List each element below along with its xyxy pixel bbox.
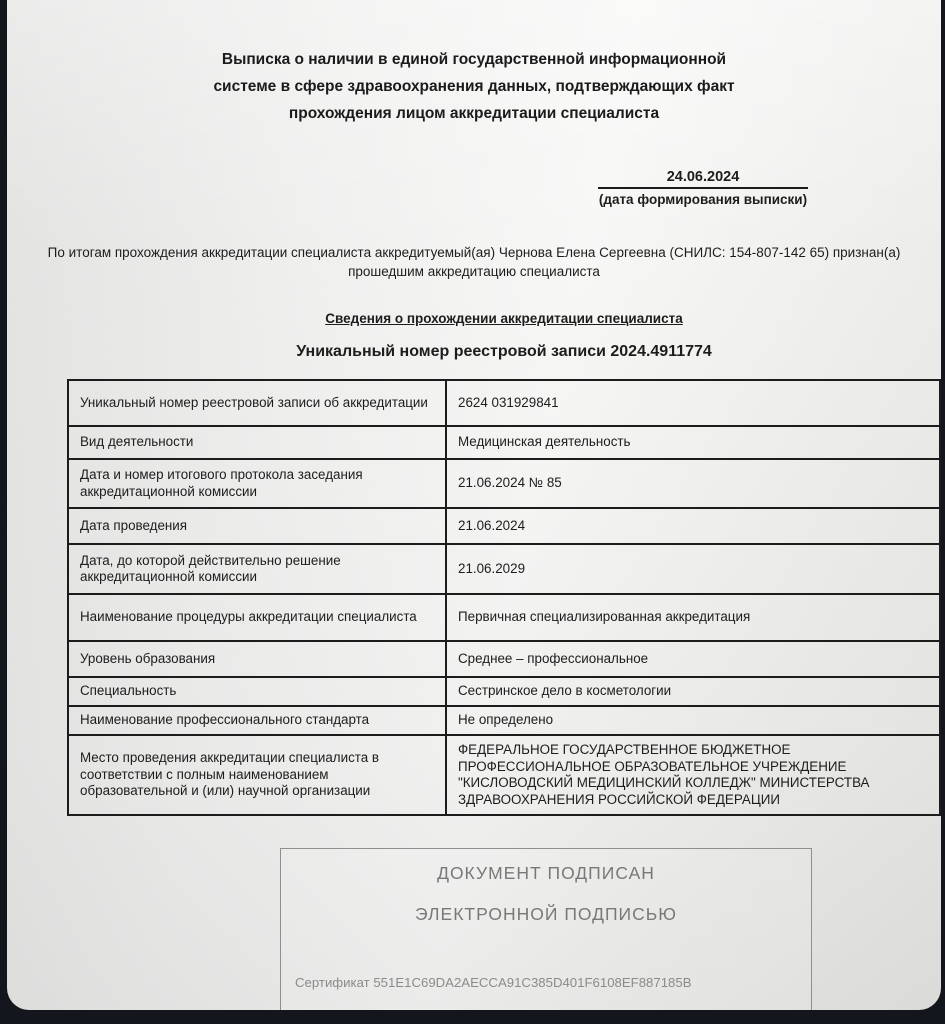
document-page (7, 0, 941, 1010)
signature-line-2: ЭЛЕКТРОННОЙ ПОДПИСЬЮ (415, 904, 677, 924)
extract-date-value: 24.06.2024 (598, 169, 808, 189)
row-value: 2624 031929841 (446, 380, 940, 426)
row-value: Не определено (446, 706, 940, 735)
signature-line-1: ДОКУМЕНТ ПОДПИСАН (437, 863, 655, 883)
accreditation-table (67, 379, 941, 816)
row-label: Дата и номер итогового протокола заседания аккредитационной комиссии (68, 459, 446, 508)
row-value: 21.06.2024 № 85 (446, 459, 940, 508)
signature-certificate: Сертификат 551E1C69DA2AECCA91C385D401F6108EF887185B (295, 975, 692, 990)
row-label: Уникальный номер реестровой записи об аккредитации (68, 380, 446, 426)
table-row (68, 426, 940, 459)
table-row (68, 459, 940, 508)
row-label: Дата, до которой действительно решение аккредитационной комиссии (68, 544, 446, 594)
extract-date-caption: (дата формирования выписки) (598, 192, 808, 207)
table-row (68, 508, 940, 544)
row-value: Среднее – профессиональное (446, 641, 940, 677)
row-value: Первичная специализированная аккредитация (446, 594, 940, 641)
row-value: Медицинская деятельность (446, 426, 940, 459)
registry-heading: Уникальный номер реестровой записи 2024.4911774 (296, 343, 712, 360)
document-title: Выписка о наличии в единой государственной информационной системе в сфере здравоохранения данных, подтверждающих факт прохождения лицом аккредитации специалиста (213, 51, 735, 122)
intro-paragraph: По итогам прохождения аккредитации специалиста аккредитуемый(ая) Чернова Елена Сергеевна (СНИЛС: 154-807-142 65) признан(а) прошедшим аккредитацию специалиста (47, 245, 901, 279)
row-value: 21.06.2024 (446, 508, 940, 544)
table-row (68, 706, 940, 735)
table-row (68, 677, 940, 706)
row-label: Дата проведения (68, 508, 446, 544)
digital-signature-stamp (280, 848, 812, 1010)
table-row (68, 380, 940, 426)
row-label: Наименование процедуры аккредитации специалиста (68, 594, 446, 641)
row-value: Сестринское дело в косметологии (446, 677, 940, 706)
row-label: Место проведения аккредитации специалиста в соответствии с полным наименованием образовательной и (или) научной организации (68, 735, 446, 815)
extract-date-block (598, 169, 808, 207)
table-row (68, 594, 940, 641)
row-value: 21.06.2029 (446, 544, 940, 594)
row-value: ФЕДЕРАЛЬНОЕ ГОСУДАРСТВЕННОЕ БЮДЖЕТНОЕ ПРОФЕССИОНАЛЬНОЕ ОБРАЗОВАТЕЛЬНОЕ УЧРЕЖДЕНИЕ "КИСЛОВОДСКИЙ МЕДИЦИНСКИЙ КОЛЛЕДЖ" МИНИСТЕРСТВА ЗДРАВООХРАНЕНИЯ РОССИЙСКОЙ ФЕДЕРАЦИИ (446, 735, 940, 815)
row-label: Наименование профессионального стандарта (68, 706, 446, 735)
table-row (68, 544, 940, 594)
section-header: Сведения о прохождении аккредитации специалиста (325, 311, 683, 326)
row-label: Специальность (68, 677, 446, 706)
row-label: Уровень образования (68, 641, 446, 677)
table-row (68, 641, 940, 677)
row-label: Вид деятельности (68, 426, 446, 459)
table-row (68, 735, 940, 815)
